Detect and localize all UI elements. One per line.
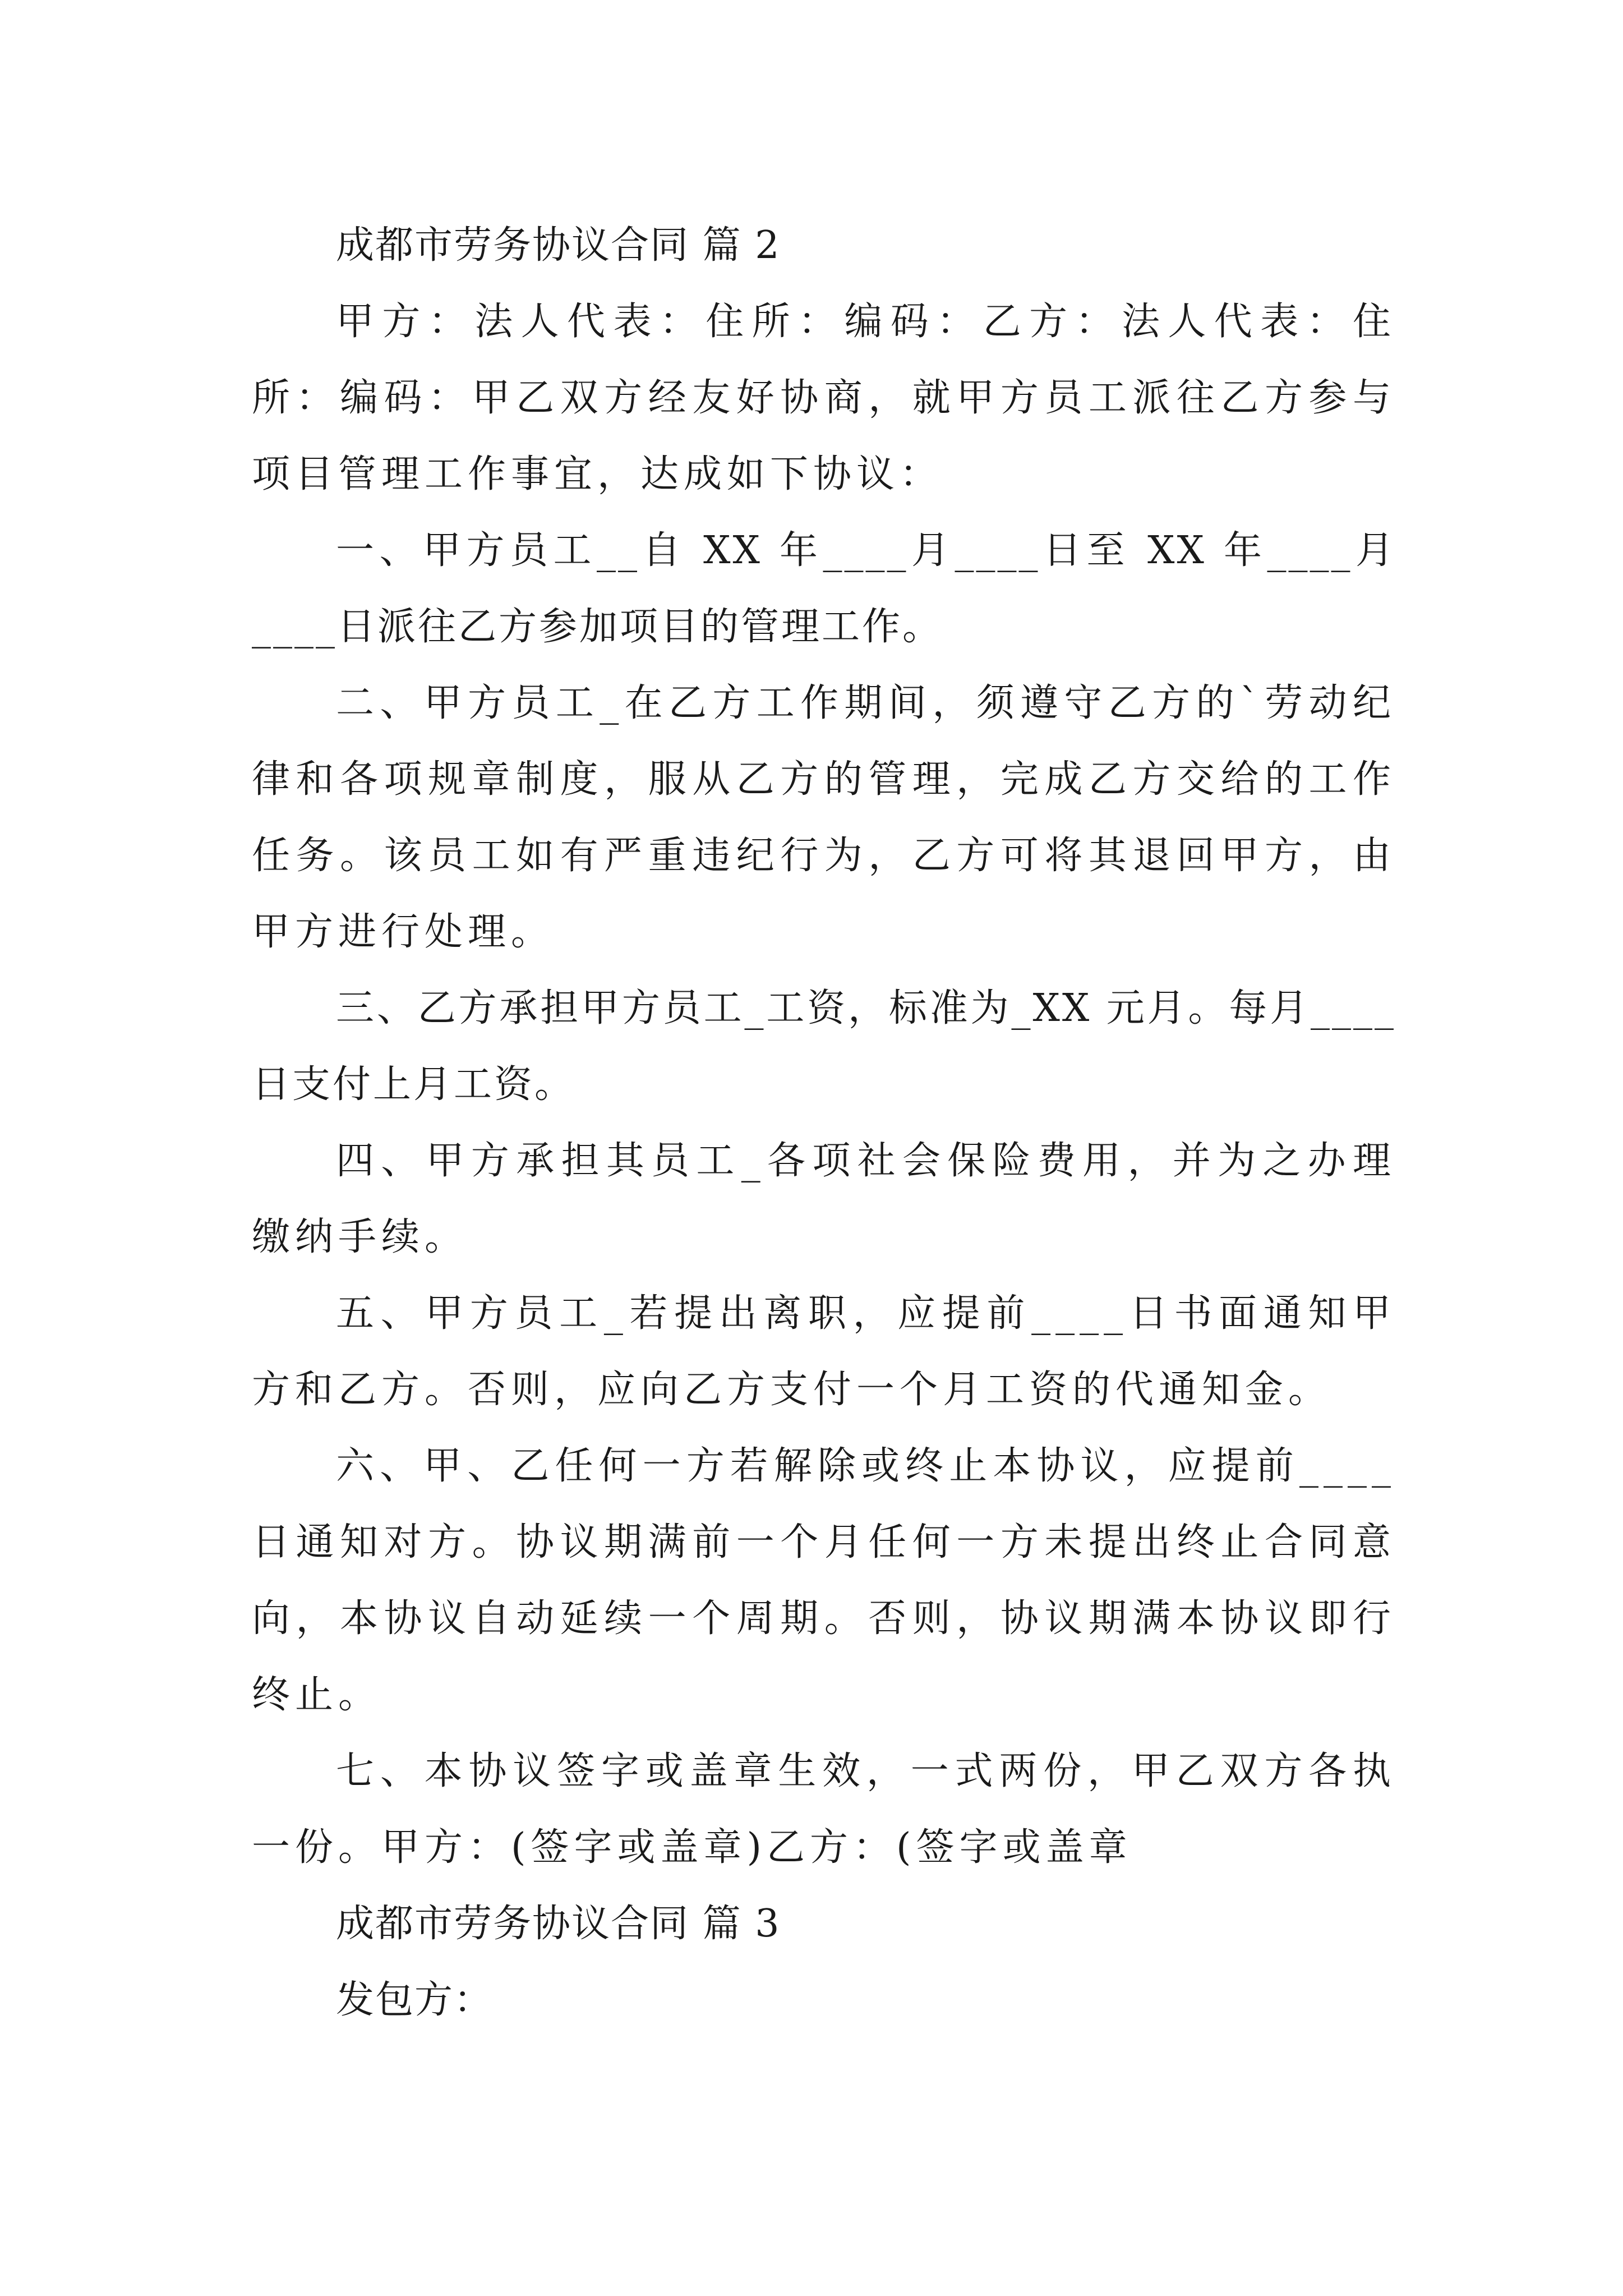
clause-5: 五、甲方员工_若提出离职，应提前____日书面通知甲方和乙方。否则，应向乙方支付一个月工资的代通知金。 [252,1291,1396,1412]
section-3-title: 成都市劳务协议合同 篇 3 [336,1902,781,1946]
section-2-title: 成都市劳务协议合同 篇 2 [336,223,781,268]
clause-4: 四、甲方承担其员工_各项社会保险费用，并为之办理缴纳手续。 [252,1139,1396,1259]
clause-1: 一、甲方员工__自 XX 年____月____日至 XX 年____月____日派往乙方参加项目的管理工作。 [252,528,1396,649]
document-body [252,208,1396,2039]
clause-6: 六、甲、乙任何一方若解除或终止本协议，应提前____日通知对方。协议期满前一个月任何一方未提出终止合同意向，本协议自动延续一个周期。否则，协议期满本协议即行终止。 [252,1444,1396,1717]
clause-7: 七、本协议签字或盖章生效，一式两份，甲乙双方各执一份。甲方：(签字或盖章)乙方：(签字或盖章 [252,1749,1396,1870]
clause-3: 三、乙方承担甲方员工_工资，标准为_XX 元月。每月____日支付上月工资。 [252,986,1396,1107]
clause-2: 二、甲方员工_在乙方工作期间，须遵守乙方的`劳动纪律和各项规章制度，服从乙方的管理，完成乙方交给的工作任务。该员工如有严重违纪行为，乙方可将其退回甲方，由甲方进行处理。 [252,681,1396,954]
intro-paragraph: 甲方：法人代表：住所：编码：乙方：法人代表：住所：编码：甲乙双方经友好协商，就甲方员工派往乙方参与项目管理工作事宜，达成如下协议： [252,300,1396,496]
section-3-first-line: 发包方： [336,1978,494,2022]
